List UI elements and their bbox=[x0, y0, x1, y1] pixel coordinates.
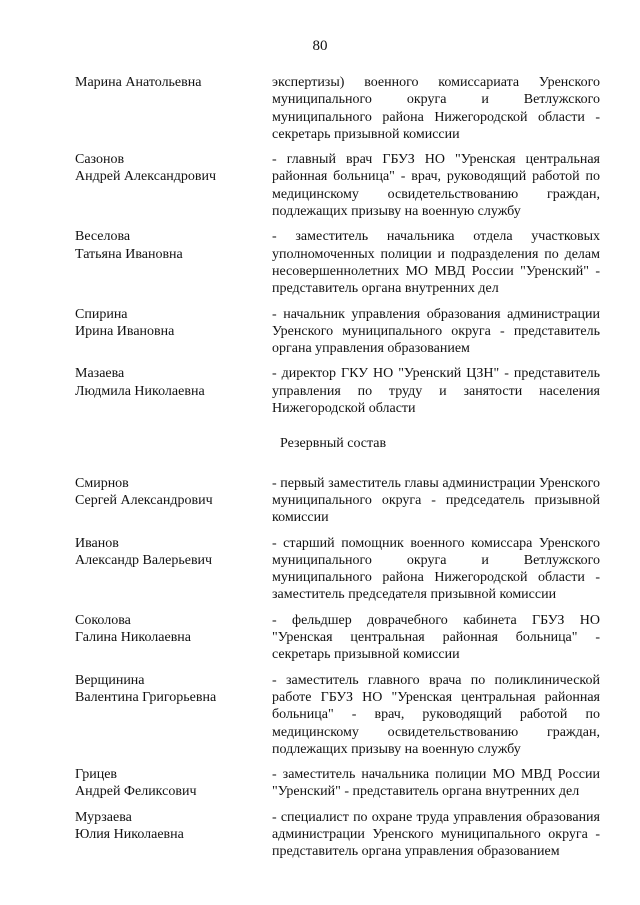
member-surname: Соколова bbox=[75, 612, 131, 628]
member-row bbox=[75, 151, 600, 220]
member-given-name: Ирина Ивановна bbox=[75, 323, 175, 339]
member-surname: Спирина bbox=[75, 306, 128, 322]
member-given-name: Андрей Феликсович bbox=[75, 784, 197, 800]
member-name bbox=[75, 306, 272, 358]
member-role: - первый заместитель главы администрации Уренского муниципального округа - председатель призывной комиссии bbox=[272, 475, 600, 526]
member-row bbox=[75, 535, 600, 604]
member-given-name: Сергей Александрович bbox=[75, 492, 213, 508]
member-name bbox=[75, 365, 272, 417]
member-role: - главный врач ГБУЗ НО "Уренская центральная районная больница" - врач, руководящий работой по медицинскому освидетельствованию граждан, подлежащих призыву на военную службу bbox=[272, 152, 600, 220]
member-row bbox=[75, 228, 600, 297]
member-surname: Веселова bbox=[75, 229, 131, 245]
member-given-name: Валентина Григорьевна bbox=[75, 689, 217, 705]
member-surname: Сазонов bbox=[75, 152, 125, 168]
member-role: - фельдшер доврачебного кабинета ГБУЗ НО "Уренская центральная районная больница" - секретарь призывной комиссии bbox=[272, 612, 600, 663]
member-row bbox=[75, 672, 600, 758]
member-role: - старший помощник военного комиссара Уренского муниципального округа и Ветлужского муниципального района Нижегородской области - заместитель председателя призывной комиссии bbox=[272, 535, 600, 603]
member-given-name: Александр Валерьевич bbox=[75, 552, 213, 568]
page-number: 80 bbox=[312, 38, 328, 54]
member-name bbox=[75, 475, 272, 527]
member-row bbox=[75, 475, 600, 527]
member-role: - заместитель начальника полиции МО МВД России "Уренский" - представитель органа внутренних дел bbox=[272, 767, 600, 800]
member-given-name: Андрей Александрович bbox=[75, 169, 217, 185]
member-name bbox=[75, 228, 272, 297]
member-name bbox=[75, 809, 272, 861]
member-surname: Иванов bbox=[75, 535, 119, 551]
member-name bbox=[75, 612, 272, 664]
document-body bbox=[75, 74, 600, 869]
member-name bbox=[75, 151, 272, 220]
member-role: - начальник управления образования администрации Уренского муниципального округа - представитель органа управления образованием bbox=[272, 306, 600, 357]
member-given-name: Марина Анатольевна bbox=[75, 75, 202, 90]
member-name bbox=[75, 535, 272, 604]
member-given-name: Людмила Николаевна bbox=[75, 383, 205, 399]
member-surname: Верщинина bbox=[75, 672, 145, 688]
member-row bbox=[75, 74, 600, 143]
member-name bbox=[75, 74, 272, 143]
member-role: - директор ГКУ НО "Уренский ЦЗН" - представитель управления по труду и занятости населения Нижегородской области bbox=[272, 366, 600, 417]
member-name bbox=[75, 766, 272, 801]
member-role: экспертизы) военного комиссариата Уренского муниципального округа и Ветлужского муниципального района Нижегородской области - секретарь призывной комиссии bbox=[272, 75, 600, 142]
member-name bbox=[75, 672, 272, 758]
member-row bbox=[75, 766, 600, 801]
member-role: - заместитель начальника отдела участковых уполномоченных полиции и подразделения по делам несовершеннолетних МО МВД России "Уренский" - представитель органа внутренних дел bbox=[272, 229, 600, 297]
member-surname: Мазаева bbox=[75, 366, 125, 382]
member-role: - заместитель главного врача по поликлинической работе ГБУЗ НО "Уренская центральная районная больница" - врач, руководящий работой по медицинскому освидетельствованию граждан, подлежащих призыву на военную службу bbox=[272, 672, 600, 757]
member-surname: Мурзаева bbox=[75, 809, 132, 825]
member-surname: Грицев bbox=[75, 767, 118, 783]
member-given-name: Галина Николаевна bbox=[75, 630, 192, 646]
member-row bbox=[75, 365, 600, 417]
member-role: - специалист по охране труда управления образования администрации Уренского муниципального округа - представитель органа управления образованием bbox=[272, 809, 600, 860]
member-given-name: Татьяна Ивановна bbox=[75, 246, 183, 262]
member-surname: Смирнов bbox=[75, 475, 129, 491]
member-row bbox=[75, 306, 600, 358]
section-title-reserve: Резервный состав bbox=[280, 436, 387, 452]
member-given-name: Юлия Николаевна bbox=[75, 826, 184, 842]
member-row bbox=[75, 809, 600, 861]
member-row bbox=[75, 612, 600, 664]
